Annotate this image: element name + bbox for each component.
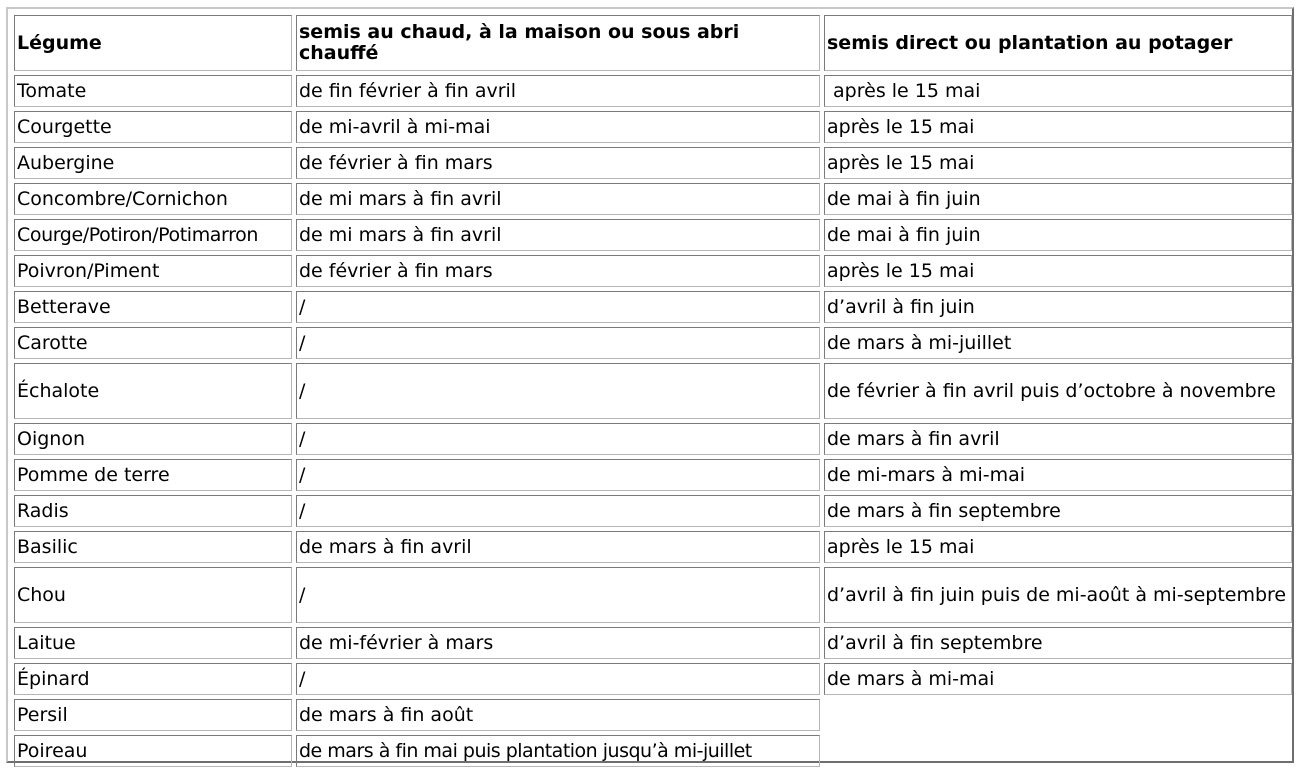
cell-semis-chaud: de mars à fin mai puis plantation jusqu’à mi-juillet bbox=[296, 735, 820, 767]
cell-legume: Échalote bbox=[14, 363, 292, 419]
cell-legume: Épinard bbox=[14, 663, 292, 695]
cell-legume: Tomate bbox=[14, 75, 292, 107]
cell-legume: Carotte bbox=[14, 327, 292, 359]
cell-semis-chaud: de mi mars à fin avril bbox=[296, 183, 820, 215]
cell-semis-chaud: de février à fin mars bbox=[296, 255, 820, 287]
cell-legume: Courgette bbox=[14, 111, 292, 143]
cell-semis-direct: de mars à fin avril bbox=[824, 423, 1292, 455]
sowing-calendar-table-frame bbox=[6, 7, 1294, 763]
cell-semis-direct-empty bbox=[824, 699, 1292, 731]
cell-semis-direct-empty bbox=[824, 735, 1292, 767]
table-row bbox=[14, 735, 1292, 767]
cell-semis-chaud: de mars à fin août bbox=[296, 699, 820, 731]
cell-semis-chaud: de mars à fin avril bbox=[296, 531, 820, 563]
table-row bbox=[14, 111, 1292, 143]
table-row bbox=[14, 219, 1292, 251]
table-row bbox=[14, 255, 1292, 287]
cell-legume: Poivron/Piment bbox=[14, 255, 292, 287]
cell-semis-chaud: / bbox=[296, 495, 820, 527]
cell-semis-direct: de mi-mars à mi-mai bbox=[824, 459, 1292, 491]
cell-legume: Courge/Potiron/Potimarron bbox=[14, 219, 292, 251]
cell-semis-direct: de mai à fin juin bbox=[824, 219, 1292, 251]
cell-semis-direct: d’avril à fin juin puis de mi-août à mi-septembre bbox=[824, 567, 1292, 623]
cell-legume: Poireau bbox=[14, 735, 292, 767]
cell-legume: Basilic bbox=[14, 531, 292, 563]
cell-semis-direct: après le 15 mai bbox=[824, 147, 1292, 179]
cell-legume: Concombre/Cornichon bbox=[14, 183, 292, 215]
table-row bbox=[14, 459, 1292, 491]
cell-semis-direct: de février à fin avril puis d’octobre à novembre bbox=[824, 363, 1292, 419]
table-row bbox=[14, 495, 1292, 527]
cell-semis-direct: de mai à fin juin bbox=[824, 183, 1292, 215]
cell-legume: Pomme de terre bbox=[14, 459, 292, 491]
cell-semis-direct: de mars à fin septembre bbox=[824, 495, 1292, 527]
cell-semis-direct: de mars à mi-juillet bbox=[824, 327, 1292, 359]
cell-semis-chaud: / bbox=[296, 423, 820, 455]
cell-semis-chaud: de mi-avril à mi-mai bbox=[296, 111, 820, 143]
cell-semis-direct: après le 15 mai bbox=[824, 111, 1292, 143]
table-row bbox=[14, 75, 1292, 107]
sowing-calendar-table bbox=[10, 11, 1296, 771]
cell-semis-chaud: de fin février à fin avril bbox=[296, 75, 820, 107]
cell-semis-chaud: de février à fin mars bbox=[296, 147, 820, 179]
cell-semis-chaud: de mi-février à mars bbox=[296, 627, 820, 659]
cell-legume: Betterave bbox=[14, 291, 292, 323]
table-row bbox=[14, 699, 1292, 731]
cell-semis-chaud: de mi mars à fin avril bbox=[296, 219, 820, 251]
table-row bbox=[14, 531, 1292, 563]
table-header-row bbox=[14, 15, 1292, 71]
cell-semis-direct: d’avril à fin juin bbox=[824, 291, 1292, 323]
table-row bbox=[14, 363, 1292, 419]
table-row bbox=[14, 627, 1292, 659]
cell-legume: Oignon bbox=[14, 423, 292, 455]
cell-semis-chaud: / bbox=[296, 459, 820, 491]
cell-legume: Laitue bbox=[14, 627, 292, 659]
header-semis-chaud: semis au chaud, à la maison ou sous abri chauffé bbox=[296, 15, 820, 71]
cell-semis-chaud: / bbox=[296, 363, 820, 419]
header-semis-direct: semis direct ou plantation au potager bbox=[824, 15, 1292, 71]
header-legume: Légume bbox=[14, 15, 292, 71]
cell-semis-direct: après le 15 mai bbox=[824, 75, 1292, 107]
cell-semis-chaud: / bbox=[296, 327, 820, 359]
cell-semis-direct: après le 15 mai bbox=[824, 255, 1292, 287]
cell-semis-direct: de mars à mi-mai bbox=[824, 663, 1292, 695]
cell-legume: Persil bbox=[14, 699, 292, 731]
cell-semis-direct: après le 15 mai bbox=[824, 531, 1292, 563]
cell-semis-chaud: / bbox=[296, 291, 820, 323]
cell-legume: Aubergine bbox=[14, 147, 292, 179]
table-row bbox=[14, 567, 1292, 623]
cell-semis-chaud: / bbox=[296, 663, 820, 695]
table-row bbox=[14, 291, 1292, 323]
table-row bbox=[14, 663, 1292, 695]
cell-legume: Chou bbox=[14, 567, 292, 623]
table-row bbox=[14, 183, 1292, 215]
table-row bbox=[14, 147, 1292, 179]
table-row bbox=[14, 327, 1292, 359]
cell-semis-chaud: / bbox=[296, 567, 820, 623]
cell-legume: Radis bbox=[14, 495, 292, 527]
table-row bbox=[14, 423, 1292, 455]
cell-semis-direct: d’avril à fin septembre bbox=[824, 627, 1292, 659]
